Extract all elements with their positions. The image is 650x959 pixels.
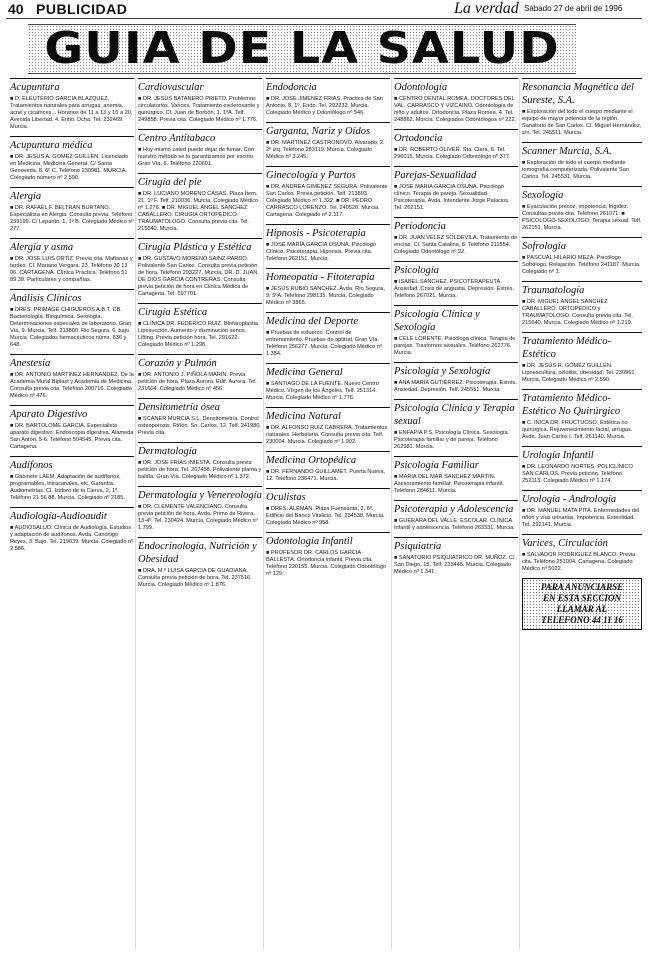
category-heading: Ginecología y Partos [266, 166, 390, 182]
column-divider [519, 78, 520, 950]
listing-text: ■ Pruebas de esfuerzo. Control de entrenamiento. Pruebas de aptitud. Gran Vía. Teléfono 256277. Murcia. Colegiado Médico nº 1.354. [266, 330, 382, 357]
column-divider [263, 78, 264, 950]
category-heading: Parejas-Sexualidad [394, 166, 518, 182]
category-heading: Densitometría ósea [138, 398, 262, 414]
category-heading: Acupuntura médica [10, 136, 134, 152]
listing-text: ■ DR. JOSE FRIAS INIESTA. Consulta previa petición de hora. Tel. 267458. Polivalente planta y baldía. Gran Vía. Colegiado Médico nº 1.372. [138, 460, 262, 480]
listing-text: ■ SALVADOR RODRIGUEZ BLANCO. Previa cita. Teléfono 251004. Cartagena. Colegiado Médico nº 5022. [522, 552, 636, 572]
listing-text: ■ DR. GUSTAVO MORENO SAINZ-PARDO. Polivalente San Carlos. Consulta previa petición de hora. Teléfono 293227. Murcia. DR. D. JUAN DE DIOS GARCIA CONTRERAS. Consulta previa petición de hora en Clinica Médica de Cartagena. Tel. 597701. [138, 256, 258, 297]
category-heading: Odontología Infantil [266, 532, 390, 548]
listing-text: ■ DR. JESUS BATANERO PRIETO. Problemas circulatorios. Varices. Tratamiento esclerosante y quirúrgico. Cl. Juan de Borbón, 1. 1ºA. Telf. 249858. Previa cita. Colegiado Médico nº 1.776. [138, 96, 260, 123]
category-heading: Ortodoncia [394, 129, 518, 145]
category-heading: Cirugía del pie [138, 173, 262, 189]
category-heading: Hipnosis - Psicoterapia [266, 224, 390, 240]
category-heading: Traumatología [522, 281, 642, 297]
listing-text: ■ DR. CLEMENTE VALENCIANO. Consulta previa petición de hora. Avda. Primo de Rivera, 13-4º. Tel. 230424. Murcia. Colegiado Médico nº 1.799. [138, 504, 258, 531]
category-heading: Garganta, Nariz y Oídos [266, 122, 390, 138]
listing-text: ■ JOSE MARIA GARCIA OSUNA. Psicólogo clínico. Terapia de pareja. Sexualidad. Psicoterapia. Avda. Intendente Jorge Palacios. Tel. 262151. [394, 184, 510, 211]
listing-text: ■ SANTIAGO DE LA FUENTE. Nuevo Centro Médico. Vírgen de los Ángeles. Telf. 251314. Murcia. Colegiado Médico nº 1.776. [266, 381, 379, 401]
listing-text: ■ CENTRO DENTAL ROMEA. DOCTORES DEL VAL, CARRASCO Y VIZCAINO. Odontología de niño y adultos. Ortodoncia. Plaza Romea, 4. Tel. 248862. Murcia. Colegiados Odontólogos nº 222. [394, 96, 517, 123]
column-divider [135, 78, 136, 950]
category-heading: Psicología Clínica y Sexología [394, 305, 518, 334]
category-heading: Oculistas [266, 488, 390, 504]
listing-text: ■ DRES. PRIMAGE CHIGUEROS A.B.T. CB. Bacteriología. Bioquímica. Serología. Determinaciones especiales de laboratorio. Gran Vía, 9. Murcia. Telf. 213800. Rio Segura, 6, bajo. Murcia. Colegiados farmacéuticos núms. 636 y 648. [10, 307, 132, 348]
category-heading: Cirugía Plástica y Estética [138, 238, 262, 254]
category-heading: Cirugía Estética [138, 303, 262, 319]
listing-text: ■ ANA MARÍA GUTIÉRREZ. Psicoterapia. Estrés. Ansiedad. Depresión. Telf. 245551. Murcia. [394, 380, 518, 393]
category-heading: Endodoncia [266, 78, 390, 94]
category-heading: Dermatología [138, 442, 262, 458]
category-heading: Sexología [522, 186, 642, 202]
column-4 [394, 78, 518, 581]
column-divider [391, 78, 392, 950]
category-heading: Medicina General [266, 363, 390, 379]
listing-text: ■ DR. ROBERTO OLIVER. Sta. Clara, 8. Tel. 296015. Murcia. Colegiado Odontólogo nº 377. [394, 147, 511, 160]
listing-text: ■ DR. JUAN VÉLEZ SOLDEVILA. Tratamiento de encías. Cl. Santa Catalina, 8. Teléfono 211554. Colegiado Odontólogo nº 92. [394, 235, 518, 255]
category-heading: Cardiovascular [138, 78, 262, 94]
listing-text: ■ DR. ALFONSO RUIZ CABRERA. Tratamientos naturales. Herbolaria. Consulta previa cita. Telf. 230004. Murcia. Colegiado nº 1.902. [266, 425, 388, 445]
listing-text: ■ DR. JOSE LUIS ORTIZ. Previa cita. Mañanas y tardes. Cl. Mariano Vergara. 23. Teléfono 30 13 06. CARTAGENA. Clínica Practica. Teléfono 51 89 39. Particulares y compañías. [10, 256, 133, 283]
listing-text: ■ DR. MARTINEZ CASTRONOVO. Alvarado, 2. 2º izq. Teléfono 283119. Murcia. Colegiado Médico nº 3.245. [266, 140, 385, 160]
newspaper-brand: La verdad [454, 0, 519, 17]
listing-text: ■ ENFAPIA P.S. Psicología Clínica. Sexología. Psicoterapia familiar y de pareja. Teléfono 262981. Murcia. [394, 430, 510, 450]
listing-text: ■ DR. JESUS A. GOMEZ GUILLEN. Licenciado en Medicina. Medicina General. C/ Santa Genoveda. 8. 6º C. Teléfono 230981. MURCIA. Colegiado número nº 2.590. [10, 154, 129, 181]
listing-text: ■ DRES. ALEMAN. Plaza Fuensanta, 2, 6º. Edificio del Banco Vitalicio. Tel. 234538. Murcia. Colegiado Médico nº 958. [266, 506, 385, 526]
listing-text: ■ CLÍNICA DR. FEDERICO RUIZ. Blefaroplastia. Liposucción. Aumento y disminución senos. Lifting. Previa petición hora. Tel. 291622. Colegiado Médico nº 1.298. [138, 321, 260, 348]
category-heading: Scanner Murcia, S.A. [522, 142, 642, 158]
listing-text: ■ Hoy mismo usted puede dejar de fumar. Con nuestro método se lo garantizamos por escrito. Gran Vía, 6. Teléfono 220601. [138, 147, 255, 167]
category-heading: Audífonos [10, 456, 134, 472]
category-heading: Anestesia [10, 354, 134, 370]
category-heading: Varices, Circulación [522, 534, 642, 550]
category-heading: Odontología [394, 78, 518, 94]
listing-text: ■ SCANER MURCIA S.L. Densitometría. Control osteoporosis. Riñón. Sn. Carlos, 12. Telf. 241980. Previa cita. [138, 416, 262, 436]
category-heading: Acupuntura [10, 78, 134, 94]
page-number: 40 [8, 1, 24, 17]
column-2 [138, 78, 262, 594]
listing-text: ■ ISABEL SANCHEZ. PSICOTERAPEUTA. Ansiedad. Crisis de angustia. Depresión. Estrés. Teléfono 267021. Murcia. [394, 279, 515, 299]
advertise-line: EN ESTA SECCION [542, 593, 622, 603]
column-1 [10, 78, 134, 558]
column-3 [266, 78, 390, 583]
listing-text: ■ DR. MIGUEL ANGEL SANCHEZ CABALLERO. ORTOPEDICO y TRAUMATOLOGO. Consulta previa cita. Tel. 215640. Murcia. Colegiado Médico nº 1.219. [522, 299, 633, 326]
listing-text: ■ DR. ANTONIO MARTINEZ HERNANDEZ. De la Academia Mural Biplast y Academia de Medicina. Consulta previa cita. Teléfono 200716. Colegiado Médico nº 476. [10, 372, 134, 399]
listing-text: ■ DR. JESÚS R. GÓMEZ GUILLÉN. Lipoescultura, celulitis, obesidad. Tel. 230961. Murcia. Colegiado Médico nº 2.590. [522, 363, 637, 383]
listing-text: ■ Eyaculación precoz, impotencia, frigidez. Consultas previa cita. Teléfono 261071. ■ PSICOLOGO-SEXOLOGO. Terapia sexual. Telf. 262151. Murcia. [522, 204, 642, 231]
listing-text: ■ DR. MANUEL MATA PITA. Enfermedades del riñón y vías urinarias. Impotencia. Esterilidad. Tel. 292141. Murcia. [522, 508, 640, 528]
category-heading: Centro Antitabaco [138, 129, 262, 145]
category-heading: Homeopatía - Fitoterapia [266, 268, 390, 284]
category-heading: Psicología [394, 261, 518, 277]
category-heading: Resonancia Magnética del Sureste, S.A. [522, 78, 642, 107]
listing-text: ■ DR. LEONARDO NORTES. POLICLÍNICO SAN CARLOS. Previa petición. Teléfono 252113. Colegiado Médico nº 1.174. [522, 464, 633, 484]
listing-text: ■ JESÚS RUBIO SANCHEZ. Avda. Río Segura, 9. 5ºA. Teléfono 298135. Murcia. Colegiado Médico nº 3865. [266, 286, 385, 306]
guide-title: GUIA DE LA SALUD [44, 23, 560, 74]
listing-text: ■ AUDIOSALUD. Clínica de Audiología. Estudios y adaptación de audífonos. Avda. Canónigo Reyes, 3. Bajo. Tel. 219039. Murcia. Colegiado nº 2.586. [10, 525, 134, 552]
listing-text: ■ CELE LORENTE. Psicóloga clínica. Terapia de parejas. Trastornos sexuales. Teléfono 262776. Murcia. [394, 336, 516, 356]
listing-text: ■ DR. RAFAEL F. BELTRAN BURTANO. Especialista en Alergia. Consulta previa. Teléfono 239199. C/ Lepanto, 1, 1º B. Colegiado Médico nº 277. [10, 205, 134, 232]
category-heading: Psicoterapia y Adolescencia [394, 500, 518, 516]
listing-text: ■ DR. FERNANDO GUILLAMET. Puerta Nueva, 12. Teléfono 236471. Murcia. [266, 469, 386, 482]
category-heading: Alergia [10, 187, 134, 203]
category-heading: Psicología Familiar [394, 456, 518, 472]
listing-text: ■ MARIA DEL MAR SANCHEZ MARTIN. Asesoramiento familiar. Psicoterapia infantil. Teléfono 284611. Murcia. [394, 474, 504, 494]
category-heading: Urología Infantil [522, 446, 642, 462]
listing-text: ■ PROFESOR DR. CARLOS GARCIA BALLESTA. Ortodoncia infantil. Previa cita. Teléfono 220155. Murcia. Colegiado Odontólogo nº 129. [266, 550, 387, 577]
listing-text: ■ DRA. M.ª LUISA GARCIA DE GUADIANA. Consulta previa petición de hora. Tel. 237516. Murcia. Colegiado Médico nº 1.876. [138, 568, 252, 588]
category-heading: Psiquiatría [394, 537, 518, 553]
category-heading: Tratamiento Médico-Estético [522, 332, 642, 361]
column-5 [522, 78, 642, 630]
listing-text: ■ Exploración de todo el cuerpo mediante tomografía computerizada. Polivalente San Carlos. Tel. 245531. Murcia. [522, 160, 629, 180]
listing-text: ■ DR. JOSE JIMENEZ FRIAS. Práctica de San Antonio, 8, 1º. Endo. Tel. 292232. Murcia. Colegiado Médico y Odontólogo nº 546. [266, 96, 383, 116]
listing-text: ■ GUERARA DEL VALLE. ESCOLAR. CLÍNICA. Infantil y adolescencia. Teléfono 263331. Murcia. [394, 518, 515, 531]
category-heading: Aparato Digestivo [10, 405, 134, 421]
listing-text: ■ D. ELEUTERIO GARCIA BLAZQUEZ. Tratamientos naturales para arrugas, anemia, acné y cicatrices... Horarios de 11 a 13 y 15 a 20. Avenida Libertad. 4. Entlo. Dcha. Tel. 232469. Murcia. [10, 96, 133, 130]
advertise-line: TELEFONO 44 11 16 [541, 615, 623, 625]
advertise-line: PARA ANUNCIARSE [540, 582, 624, 592]
section-title: PUBLICIDAD [36, 1, 128, 17]
listing-text: ■ DR. ANTONIO J. PIÑOLA MARÍN. Previa petición de hora. Plaza Aurora. Edif. Aurora. Tel. 231604. Colegiado Médico nº 456. [138, 372, 257, 392]
category-heading: Periodoncia [394, 217, 518, 233]
category-heading: Tratamiento Médico-Estético No Quirúrgico [522, 389, 642, 418]
category-heading: Medicina Natural [266, 407, 390, 423]
category-heading: Sofrología [522, 237, 642, 253]
listing-text: ■ SANATORIO PSIQUIATRICO DR. MUÑOZ. C/ San Diego, 15. Telf. 233445. Murcia. Colegiado Médico nº 1.341. [394, 555, 515, 575]
advertise-line: LLAMAR AL [556, 604, 608, 614]
category-heading: Medicina Ortopédica [266, 451, 390, 467]
listing-text: ■ C. INICA DR. FRUCTUOSO. Estética no quirúrgica. Rejuvenecimiento facial, arrugas. Avda. Juan Carlos I. Telf. 261140. Murcia. [522, 420, 633, 440]
category-heading: Análisis Clínicos [10, 289, 134, 305]
listing-text: ■ DR. ANDREA GIMENEZ SEGURA. Polivalente San Carlos. Previa petición. Telf. 213803. Colegiado Médico nº 1.322. ■ DR. PEDRO CARRASCO LORENZO. Tel. 240520. Murcia. Cartagena. Colegiado nº 2.117. [266, 184, 388, 218]
category-heading: Alergia y asma [10, 238, 134, 254]
listing-text: ■ DR. LUCIANO MORENO CASAS. Plaza Ítem. 21. 1º F. Telf. 210036. Murcia. Colegiado Médico nº 1.276. ■ DR. MIGUEL ANGEL SANCHEZ CABALLERO. CIRUGIA ORTOPEDICO-TRAUMATOLOGO. Consulta previa cita. Tel. 215640. Murcia. [138, 191, 259, 232]
listing-text: ■ JOSÉ MARÍA GARCIA OSUNA. Psicólogo Clínico. Psicoterapia. Hipnosis. Previa cita. Teléfono 262151. Murcia. [266, 242, 377, 262]
listing-text: ■ Gabinete LAEM. Adaptación de audífonos, programables, intracanales, etc. Garantía. Audiometrías. Cl. Isidoro de la Cierva, 2, 1º. Teléfono 21 56 88. Murcia. Colegiado nº 2185. [10, 474, 125, 501]
category-heading: Dermatología y Venereología [138, 486, 262, 502]
category-heading: Corazón y Pulmón [138, 354, 262, 370]
category-heading: Audiología-Audioaudit [10, 507, 134, 523]
category-heading: Psicología y Sexología [394, 362, 518, 378]
page-header [6, 0, 642, 19]
advertise-box [522, 578, 642, 630]
listing-text: ■ DR. BARTOLOME GARCIA. Especialista aparato digestivo. Endoscopia digestiva. Alameda San Antón, 5-6. Teléfono 504545. Previa cita. Cartagena. [10, 423, 134, 450]
category-heading: Endocrinología, Nutrición y Obesidad [138, 537, 262, 566]
guide-banner [28, 24, 576, 74]
issue-date: Sábado 27 de abril de 1996 [524, 4, 623, 13]
listing-text: ■ PASCUAL HILARIO MEZA. Psicólogo Sofrólogo. Relajación. Teléfono 241187. Murcia. Colegiado nº 1. [522, 255, 641, 275]
category-heading: Psicología Clínica y Terapia sexual [394, 399, 518, 428]
listing-text: ■ Exploración del todo el cuerpo mediante el equipo de mayor potencia de la región. Sanatorio de San Carlos. Cl. Miguel Hernández, s/n. Tel. 245511. Murcia. [522, 109, 642, 136]
category-heading: Urología - Andrología [522, 490, 642, 506]
category-heading: Medicina del Deporte [266, 312, 390, 328]
